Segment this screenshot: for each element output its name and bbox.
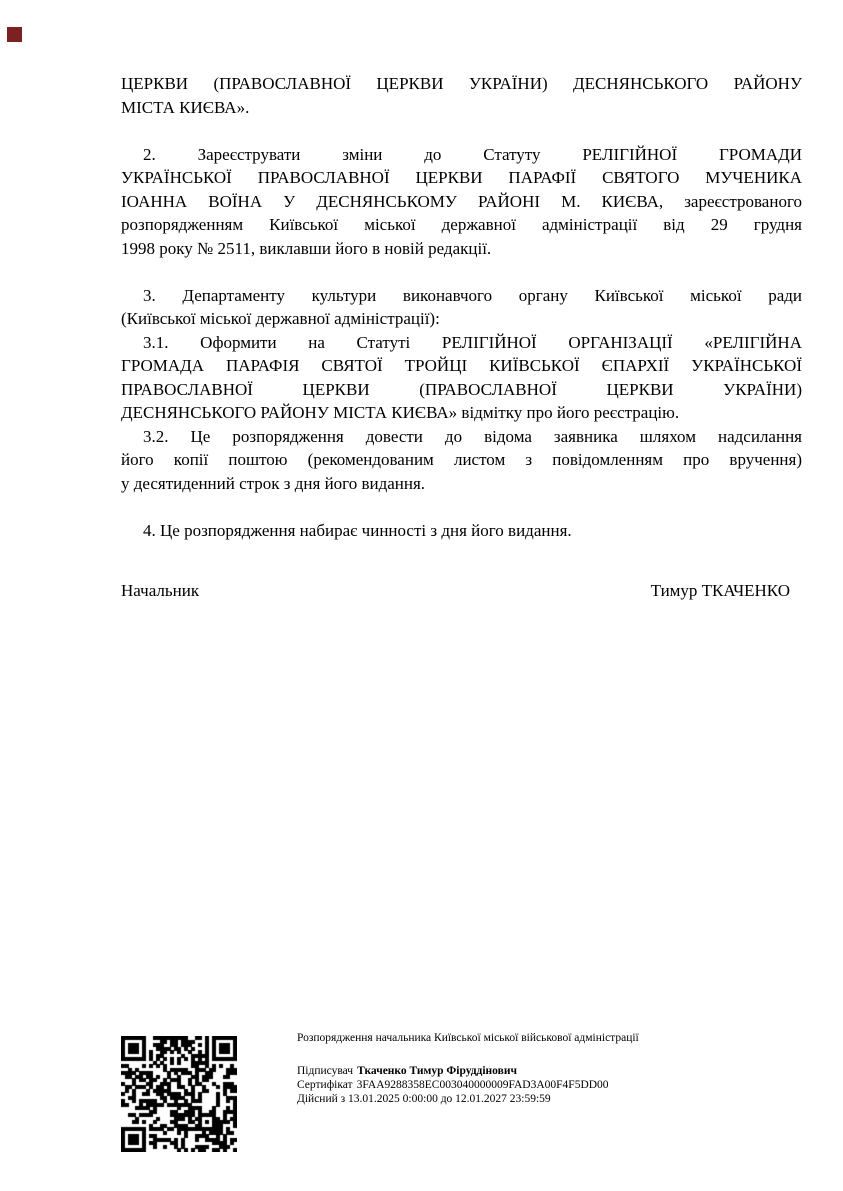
certificate-value: 3FAA9288358EC003040000009FAD3A00F4F5DD00 xyxy=(356,1078,609,1091)
doc-line: ЦЕРКВИ (ПРАВОСЛАВНОЇ ЦЕРКВИ УКРАЇНИ) ДЕСНЯНСЬКОГО РАЙОНУ xyxy=(121,74,802,93)
signature-row xyxy=(121,579,802,603)
doc-line: розпорядженням Київської міської державної адміністрації від 29 грудня xyxy=(121,215,802,234)
doc-line: ІОАННА ВОЇНА У ДЕСНЯНСЬКОМУ РАЙОНІ М. КИЄВА, зареєстрованого xyxy=(121,191,802,211)
validity-line: Дійсний з 13.01.2025 0:00:00 до 12.01.2027 23:59:59 xyxy=(297,1092,551,1105)
qr-code-icon xyxy=(121,1036,237,1152)
doc-line: ПРАВОСЛАВНОЇ ЦЕРКВИ (ПРАВОСЛАВНОЇ ЦЕРКВИ УКРАЇНИ) xyxy=(121,379,802,399)
certificate-line xyxy=(297,1079,777,1093)
doc-line: УКРАЇНСЬКОЇ ПРАВОСЛАВНОЇ ЦЕРКВИ ПАРАФІЇ СВЯТОГО МУЧЕНИКА xyxy=(121,168,802,187)
doc-line: МІСТА КИЄВА». xyxy=(121,97,250,117)
paragraph xyxy=(121,519,802,543)
paragraph xyxy=(121,143,802,261)
paragraph xyxy=(121,425,802,496)
paragraph xyxy=(121,72,802,119)
corner-marker xyxy=(7,27,22,42)
doc-line: 3. Департаменту культури виконавчого органу Київської міської ради xyxy=(143,285,802,305)
doc-line: 3.2. Це розпорядження довести до відома заявника шляхом надсилання xyxy=(143,426,802,446)
doc-line: 2. Зареєструвати зміни до Статуту РЕЛІГІЙНОЇ ГРОМАДИ xyxy=(143,144,802,164)
doc-line: ГРОМАДА ПАРАФІЯ СВЯТОЇ ТРОЙЦІ КИЇВСЬКОЇ ЄПАРХІЇ УКРАЇНСЬКОЇ xyxy=(121,356,802,375)
certificate-label: Сертифікат xyxy=(297,1078,353,1091)
signer-label: Підписувач xyxy=(297,1065,354,1077)
doc-line: у десятиденний строк з дня його видання. xyxy=(121,473,426,493)
document-text xyxy=(121,72,802,603)
signer-line xyxy=(297,1065,777,1079)
signature-details xyxy=(297,1065,777,1106)
doc-line: ДЕСНЯНСЬКОГО РАЙОНУ МІСТА КИЄВА» відмітку про його реєстрацію. xyxy=(121,403,680,422)
footer-document-title: Розпорядження начальника Київської міської військової адміністрації xyxy=(297,1032,639,1044)
doc-line: 1998 року № 2511, виклавши його в новій редакції. xyxy=(121,238,492,258)
paragraph xyxy=(121,331,802,425)
doc-line: 4. Це розпорядження набирає чинності з дня його видання. xyxy=(143,520,572,540)
signer-name: Ткаченко Тимур Фіруддінович xyxy=(357,1065,517,1077)
doc-line: 3.1. Оформити на Статуті РЕЛІГІЙНОЇ ОРГАНІЗАЦІЇ «РЕЛІГІЙНА xyxy=(143,332,802,352)
signer-title: Начальник xyxy=(121,581,200,600)
paragraph xyxy=(121,284,802,331)
signer-display-name: Тимур ТКАЧЕНКО xyxy=(650,581,790,600)
doc-line: (Київської міської державної адміністрації): xyxy=(121,309,440,328)
doc-line: його копії поштою (рекомендованим листом з повідомленням про вручення) xyxy=(121,450,802,469)
